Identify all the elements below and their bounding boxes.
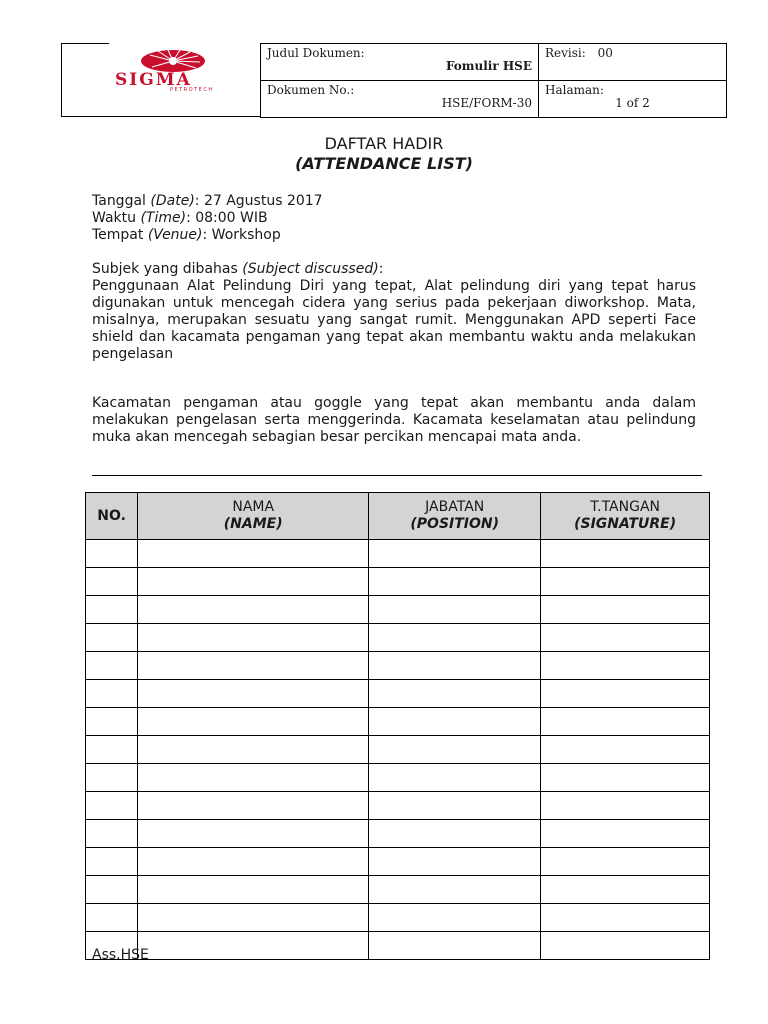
subject-label-en: (Subject discussed)	[242, 261, 379, 277]
time-label-en: (Time)	[140, 210, 187, 226]
logo-text: SIGMA	[115, 70, 192, 90]
table-row	[86, 708, 710, 736]
column-header-no-text: NO.	[97, 507, 126, 524]
table-row	[86, 792, 710, 820]
column-header-position-en: (POSITION)	[410, 516, 500, 532]
table-row	[86, 652, 710, 680]
cell-position[interactable]	[369, 568, 541, 596]
venue-label: Tempat	[92, 227, 148, 243]
table-row	[86, 680, 710, 708]
column-header-signature-text: T.TANGAN	[590, 499, 661, 515]
column-header-name-en: (NAME)	[223, 516, 283, 532]
cell-name[interactable]	[138, 848, 369, 876]
column-header-no	[86, 493, 138, 540]
cell-no[interactable]	[86, 680, 138, 708]
cell-no[interactable]	[86, 736, 138, 764]
cell-signature[interactable]	[541, 568, 710, 596]
header-border-left	[61, 43, 62, 116]
cell-name[interactable]	[138, 932, 369, 960]
date-label: Tanggal	[92, 193, 151, 209]
cell-no[interactable]	[86, 820, 138, 848]
column-header-signature	[541, 493, 710, 540]
subject-line	[92, 261, 383, 278]
column-header-name-text: NAMA	[232, 499, 275, 515]
cell-no[interactable]	[86, 792, 138, 820]
cell-name[interactable]	[138, 680, 369, 708]
cell-name[interactable]	[138, 876, 369, 904]
cell-name[interactable]	[138, 904, 369, 932]
cell-no[interactable]	[86, 540, 138, 568]
attendance-header-row	[86, 493, 710, 540]
table-row	[86, 904, 710, 932]
cell-signature[interactable]	[541, 652, 710, 680]
time-line	[92, 210, 268, 227]
cell-no[interactable]	[86, 568, 138, 596]
header-border-top	[61, 43, 109, 44]
cell-position[interactable]	[369, 764, 541, 792]
cell-signature[interactable]	[541, 764, 710, 792]
revision-line	[545, 46, 720, 60]
cell-signature[interactable]	[541, 596, 710, 624]
cell-name[interactable]	[138, 820, 369, 848]
cell-position[interactable]	[369, 792, 541, 820]
page-label: Halaman:	[545, 83, 604, 97]
page-subtitle: (ATTENDANCE LIST)	[295, 154, 473, 173]
cell-signature[interactable]	[541, 708, 710, 736]
cell-position[interactable]	[369, 736, 541, 764]
cell-name[interactable]	[138, 624, 369, 652]
cell-signature[interactable]	[541, 876, 710, 904]
table-row	[86, 848, 710, 876]
cell-signature[interactable]	[541, 680, 710, 708]
revision-value: 00	[597, 46, 613, 60]
cell-name[interactable]	[138, 540, 369, 568]
cell-no[interactable]	[86, 848, 138, 876]
table-row	[86, 624, 710, 652]
cell-no[interactable]	[86, 764, 138, 792]
cell-position[interactable]	[369, 708, 541, 736]
table-row	[86, 932, 710, 960]
subject-colon: :	[378, 261, 384, 277]
table-row	[86, 736, 710, 764]
cell-signature[interactable]	[541, 820, 710, 848]
column-header-name	[138, 493, 369, 540]
cell-position[interactable]	[369, 848, 541, 876]
cell-position[interactable]	[369, 596, 541, 624]
date-label-en: (Date)	[150, 193, 195, 209]
cell-name[interactable]	[138, 736, 369, 764]
table-row	[86, 764, 710, 792]
cell-name[interactable]	[138, 764, 369, 792]
revision-cell	[539, 44, 727, 81]
subject-label: Subjek yang dibahas	[92, 261, 243, 277]
date-line	[92, 193, 323, 210]
doc-title-value: Fomulir HSE	[445, 59, 532, 73]
cell-position[interactable]	[369, 652, 541, 680]
cell-no[interactable]	[86, 876, 138, 904]
footer-signatory: Ass.HSE	[92, 947, 149, 963]
cell-position[interactable]	[369, 624, 541, 652]
table-row	[86, 540, 710, 568]
cell-position[interactable]	[369, 680, 541, 708]
cell-signature[interactable]	[541, 736, 710, 764]
cell-no[interactable]	[86, 708, 138, 736]
cell-signature[interactable]	[541, 624, 710, 652]
doc-number-label: Dokumen No.:	[267, 83, 355, 97]
cell-position[interactable]	[369, 876, 541, 904]
cell-no[interactable]	[86, 624, 138, 652]
cell-signature[interactable]	[541, 848, 710, 876]
column-header-position	[369, 493, 541, 540]
cell-position[interactable]	[369, 932, 541, 960]
logo-subtext: PETROTECH	[170, 87, 214, 93]
table-row	[86, 820, 710, 848]
cell-position[interactable]	[369, 540, 541, 568]
doc-number-value: HSE/FORM-30	[441, 96, 532, 110]
subject-paragraph-1: Penggunaan Alat Pelindung Diri yang tepat, Alat pelindung diri yang tepat harus digunakan untuk mencegah cidera yang serius pada pekerjaan diworkshop. Mata, misalnya, merupakan sesuatu yang sangat rumit. Menggunakan APD seperti Face shield dan kacamata pengaman yang tepat akan membantu waktu anda melakukan pengelasan	[92, 278, 696, 362]
column-header-position-text: JABATAN	[425, 499, 485, 515]
cell-no[interactable]	[86, 652, 138, 680]
cell-signature[interactable]	[541, 904, 710, 932]
doc-title-cell	[261, 44, 539, 81]
cell-no[interactable]	[86, 904, 138, 932]
date-value: : 27 Agustus 2017	[194, 193, 323, 209]
cell-signature[interactable]	[541, 932, 710, 960]
cell-name[interactable]	[138, 596, 369, 624]
page-title: DAFTAR HADIR	[324, 134, 444, 153]
cell-position[interactable]	[369, 904, 541, 932]
page-cell	[539, 81, 727, 118]
cell-name[interactable]	[138, 652, 369, 680]
document-meta-table	[260, 43, 727, 118]
cell-no[interactable]	[86, 596, 138, 624]
page-value: 1 of 2	[615, 96, 650, 110]
time-label: Waktu	[92, 210, 141, 226]
cell-position[interactable]	[369, 820, 541, 848]
table-row	[86, 876, 710, 904]
cell-signature[interactable]	[541, 792, 710, 820]
cell-signature[interactable]	[541, 540, 710, 568]
table-row	[86, 568, 710, 596]
divider	[92, 475, 702, 476]
revision-label: Revisi:	[545, 46, 586, 60]
cell-name[interactable]	[138, 792, 369, 820]
attendance-body	[86, 540, 710, 960]
venue-value: : Workshop	[202, 227, 281, 243]
time-value: : 08:00 WIB	[186, 210, 268, 226]
column-header-signature-en: (SIGNATURE)	[574, 516, 677, 532]
venue-label-en: (Venue)	[147, 227, 203, 243]
cell-name[interactable]	[138, 568, 369, 596]
header-border-bottom	[61, 116, 261, 117]
table-row	[86, 596, 710, 624]
venue-line	[92, 227, 281, 244]
doc-title-label: Judul Dokumen:	[267, 46, 365, 60]
doc-number-cell	[261, 81, 539, 118]
cell-name[interactable]	[138, 708, 369, 736]
subject-paragraph-2: Kacamatan pengaman atau goggle yang tepat akan membantu anda dalam melakukan pengelasan serta menggerinda. Kacamata keselamatan atau pelindung muka akan mencegah sebagian besar percikan mencapai mata anda.	[92, 395, 696, 445]
attendance-table	[85, 492, 710, 960]
